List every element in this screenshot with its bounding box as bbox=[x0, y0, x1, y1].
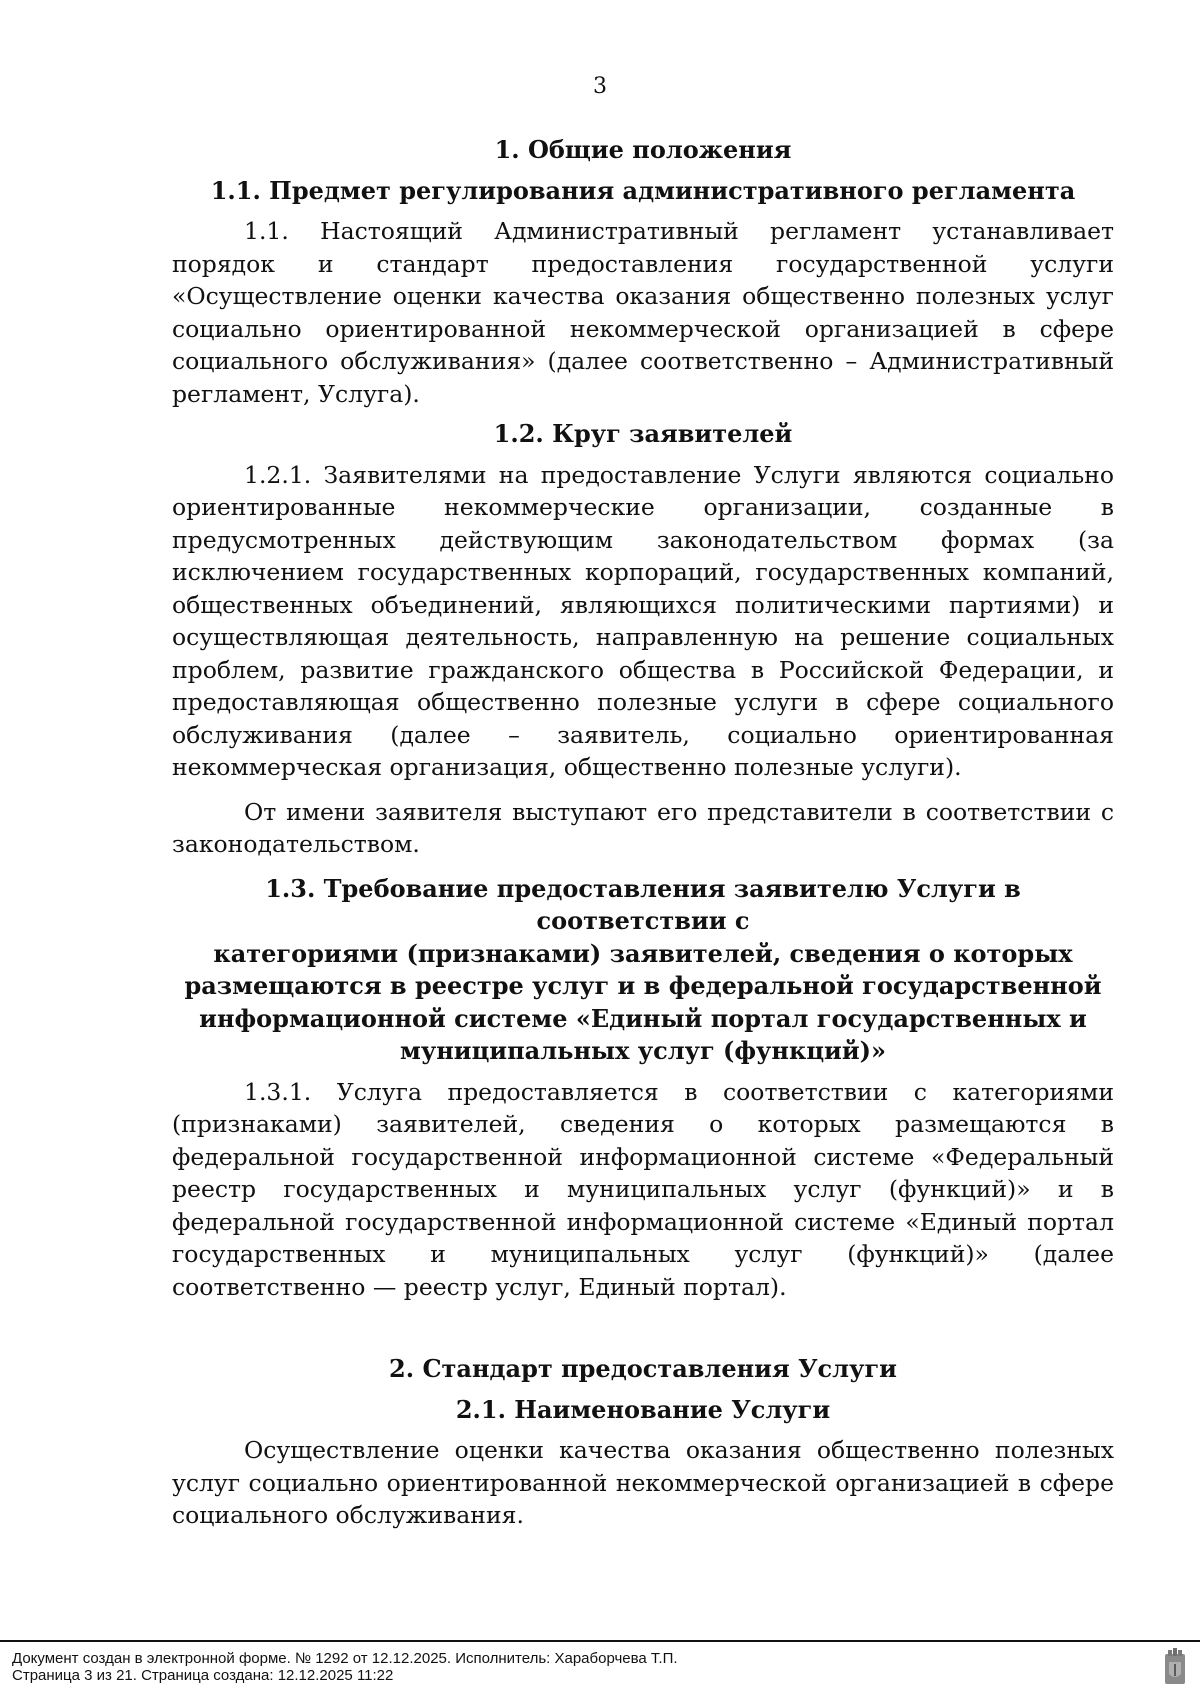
subsection-1-1-heading: 1.1. Предмет регулирования административного регламента bbox=[210, 175, 1076, 205]
footer-divider bbox=[0, 1640, 1200, 1642]
subsection-1-3-heading-line: информационной системе «Единый портал государственных и bbox=[199, 1003, 1087, 1033]
section-1-heading: 1. Общие положения bbox=[494, 135, 792, 164]
section-2-heading: 2. Стандарт предоставления Услуги bbox=[389, 1354, 897, 1383]
subsection-1-3-heading-line: муниципальных услуг (функций)» bbox=[400, 1036, 886, 1065]
footer-line-page-info: Страница 3 из 21. Страница создана: 12.12.2025 11:22 bbox=[12, 1667, 394, 1684]
subsection-1-3-heading-line: 1.3. Требование предоставления заявителю Услуги в соответствии с bbox=[265, 873, 1021, 935]
subsection-1-3-heading-line: категориями (признаками) заявителей, сведения о которых bbox=[213, 938, 1073, 968]
document-body bbox=[172, 134, 1114, 1532]
footer-text bbox=[12, 1650, 678, 1684]
subsection-1-3-heading-line: размещаются в реестре услуг и в федеральной государственной bbox=[184, 971, 1102, 1000]
page-number: 3 bbox=[593, 74, 607, 99]
paragraph-2-1: Осуществление оценки качества оказания общественно полезных услуг социально ориентированной некоммерческой организацией в сфере социального обслуживания. bbox=[172, 1436, 1114, 1529]
footer-line-document-info: Документ создан в электронной форме. № 1292 от 12.12.2025. Исполнитель: Хараборчева Т.П. bbox=[12, 1650, 678, 1667]
subsection-1-3-heading bbox=[172, 873, 1114, 1068]
paragraph-1-3-1: 1.3.1. Услуга предоставляется в соответствии с категориями (признаками) заявителей, сведения о которых размещаются в федеральной государственной информационной системе «Федеральный реестр государственных и муниципальных услуг (функций)» и в федеральной государственной информационной системе «Единый портал государственных и муниципальных услуг (функций)» (далее соответственно — реестр услуг, Единый портал). bbox=[172, 1077, 1114, 1301]
document-footer bbox=[0, 1640, 1200, 1698]
subsection-2-1-heading: 2.1. Наименование Услуги bbox=[455, 1394, 831, 1424]
paragraph-1-2-representatives: От имени заявителя выступают его представители в соответствии с законодательством. bbox=[172, 797, 1114, 858]
paragraph-1-2-1: 1.2.1. Заявителями на предоставление Услуги являются социально ориентированные некоммерческие организации, созданные в предусмотренных действующим законодательством формах (за исключением государственных корпораций, государственных компаний, общественных объединений, являющихся политическими партиями) и осуществляющая деятельность, направленную на решение социальных проблем, развитие гражданского общества в Российской Федерации, и предоставляющая общественно полезные услуги в сфере социального обслуживания (далее – заявитель, социально ориентированная некоммерческая организация, общественно полезные услуги). bbox=[172, 460, 1114, 781]
coat-of-arms-icon bbox=[1162, 1648, 1188, 1688]
paragraph-1-1: 1.1. Настоящий Административный регламент устанавливает порядок и стандарт предоставления государственной услуги «Осуществление оценки качества оказания общественно полезных услуг социально ориентированной некоммерческой организацией в сфере социального обслуживания» (далее соответственно – Административный регламент, Услуга). bbox=[172, 217, 1114, 408]
subsection-1-2-heading: 1.2. Круг заявителей bbox=[493, 419, 793, 448]
